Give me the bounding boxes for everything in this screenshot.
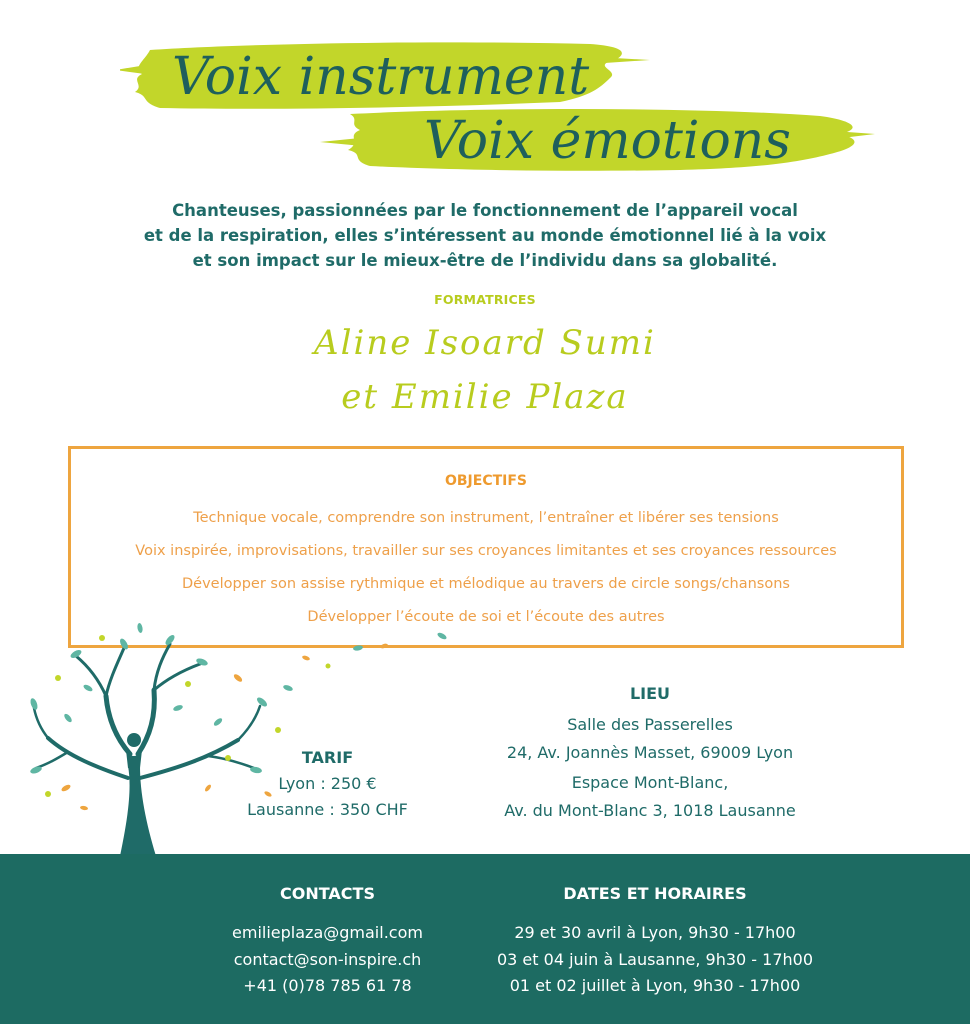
contacts-list [210, 920, 445, 1000]
contact-email[interactable]: emilieplaza@gmail.com [232, 923, 423, 942]
date-item: 03 et 04 juin à Lausanne, 9h30 - 17h00 [496, 949, 814, 969]
trainer-names [0, 316, 970, 424]
intro-line: et son impact sur le mieux-être de l’individu dans sa globalité. [192, 251, 778, 270]
intro-line: et de la respiration, elles s’intéressent au monde émotionnel lié à la voix [143, 226, 827, 245]
intro-line: Chanteuses, passionnées par le fonctionnement de l’appareil vocal [172, 201, 798, 220]
objectifs-title: OBJECTIFS [444, 473, 528, 489]
venue-address: 24, Av. Joannès Masset, 69009 Lyon [506, 743, 794, 762]
formatrices-label: FORMATRICES [434, 292, 536, 307]
venue-name: Salle des Passerelles [567, 715, 733, 734]
tarif-section [230, 748, 425, 823]
title-banner [120, 30, 880, 200]
objectif-item: Technique vocale, comprendre son instrument, l’entraîner et libérer ses tensions [193, 510, 779, 526]
venue-address: Av. du Mont-Blanc 3, 1018 Lausanne [504, 801, 796, 820]
title-line-2: Voix émotions [424, 111, 791, 171]
objectif-item: Développer l’écoute de soi et l’écoute des autres [307, 609, 665, 625]
tarif-lausanne: Lausanne : 350 CHF [247, 800, 408, 819]
intro-paragraph [100, 198, 870, 273]
contact-email[interactable]: contact@son-inspire.ch [233, 949, 422, 969]
contacts-title: CONTACTS [280, 884, 375, 903]
dates-title: DATES ET HORAIRES [563, 884, 747, 903]
venue-lyon [460, 711, 840, 767]
venue-lausanne [460, 769, 840, 825]
tarif-lyon: Lyon : 250 € [278, 774, 377, 793]
date-item: 29 et 30 avril à Lyon, 9h30 - 17h00 [514, 923, 796, 942]
trainer-name-line-1: Aline Isoard Sumi [314, 323, 656, 363]
dates-list [470, 920, 840, 1000]
contacts-section [210, 884, 445, 1000]
venue-name: Espace Mont-Blanc, [571, 773, 729, 792]
footer [0, 854, 970, 1024]
objectif-item: Voix inspirée, improvisations, travailler sur ses croyances limitantes et ses croyances ressources [135, 543, 837, 559]
lieu-title: LIEU [629, 684, 671, 703]
tarif-title: TARIF [301, 748, 354, 767]
contact-phone[interactable]: +41 (0)78 785 61 78 [243, 976, 412, 995]
trainer-name-line-2: et Emilie Plaza [341, 377, 629, 417]
title-line-1: Voix instrument [172, 47, 590, 107]
objectifs-list [71, 502, 901, 634]
lieu-section [460, 684, 840, 825]
date-item: 01 et 02 juillet à Lyon, 9h30 - 17h00 [509, 976, 801, 995]
dates-section [470, 884, 840, 1000]
objectif-item: Développer son assise rythmique et mélodique au travers de circle songs/chansons [182, 576, 790, 592]
